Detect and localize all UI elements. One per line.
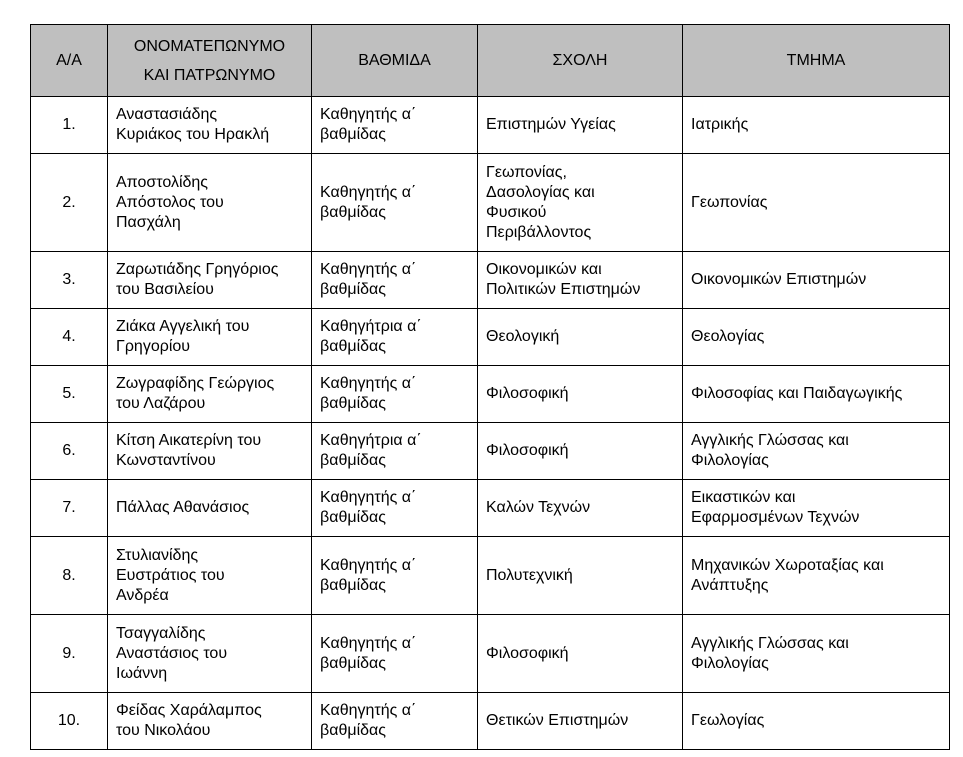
row-number: 6. [31,423,108,480]
table-row [31,615,950,693]
member-rank: Καθηγητής α΄ βαθμίδας [312,537,478,615]
member-department: Γεωπονίας [683,154,950,252]
header-aa: Α/Α [31,25,108,97]
member-name: Αποστολίδης Απόστολος του Πασχάλη [108,154,312,252]
member-name: Τσαγγαλίδης Αναστάσιος του Ιωάννη [108,615,312,693]
member-department: Εικαστικών και Εφαρμοσμένων Τεχνών [683,480,950,537]
member-school: Επιστημών Υγείας [478,97,683,154]
row-number: 4. [31,309,108,366]
member-name: Ζαρωτιάδης Γρηγόριος του Βασιλείου [108,252,312,309]
header-rank: ΒΑΘΜΙΔΑ [312,25,478,97]
member-school: Θεολογική [478,309,683,366]
header-name-line1: ΟΝΟΜΑΤΕΠΩΝΥΜΟ [133,37,286,55]
member-school: Οικονομικών και Πολιτικών Επιστημών [478,252,683,309]
member-department: Φιλοσοφίας και Παιδαγωγικής [683,366,950,423]
header-name [108,25,312,97]
member-department: Ιατρικής [683,97,950,154]
member-school: Φιλοσοφική [478,615,683,693]
member-department: Μηχανικών Χωροταξίας και Ανάπτυξης [683,537,950,615]
member-school: Θετικών Επιστημών [478,693,683,750]
member-school: Φιλοσοφική [478,366,683,423]
table-row [31,537,950,615]
table-row [31,154,950,252]
member-rank: Καθηγήτρια α΄ βαθμίδας [312,423,478,480]
member-name: Ζιάκα Αγγελική του Γρηγορίου [108,309,312,366]
member-school: Πολυτεχνική [478,537,683,615]
member-name: Στυλιανίδης Ευστράτιος του Ανδρέα [108,537,312,615]
member-rank: Καθηγήτρια α΄ βαθμίδας [312,309,478,366]
header-row [31,25,950,97]
member-rank: Καθηγητής α΄ βαθμίδας [312,252,478,309]
member-rank: Καθηγητής α΄ βαθμίδας [312,480,478,537]
member-rank: Καθηγητής α΄ βαθμίδας [312,693,478,750]
member-department: Θεολογίας [683,309,950,366]
row-number: 3. [31,252,108,309]
member-department: Γεωλογίας [683,693,950,750]
table-row [31,366,950,423]
row-number: 5. [31,366,108,423]
member-department: Αγγλικής Γλώσσας και Φιλολογίας [683,615,950,693]
row-number: 10. [31,693,108,750]
row-number: 7. [31,480,108,537]
table-row [31,252,950,309]
table-row [31,480,950,537]
header-school: ΣΧΟΛΗ [478,25,683,97]
row-number: 1. [31,97,108,154]
member-school: Καλών Τεχνών [478,480,683,537]
member-name: Αναστασιάδης Κυριάκος του Ηρακλή [108,97,312,154]
member-name: Φείδας Χαράλαμπος του Νικολάου [108,693,312,750]
header-department: ΤΜΗΜΑ [683,25,950,97]
faculty-table [30,24,950,750]
member-rank: Καθηγητής α΄ βαθμίδας [312,97,478,154]
member-school: Φιλοσοφική [478,423,683,480]
member-name: Κίτση Αικατερίνη του Κωνσταντίνου [108,423,312,480]
header-name-line2: ΚΑΙ ΠΑΤΡΩΝΥΜΟ [143,66,276,84]
member-rank: Καθηγητής α΄ βαθμίδας [312,154,478,252]
row-number: 2. [31,154,108,252]
table-row [31,693,950,750]
member-rank: Καθηγητής α΄ βαθμίδας [312,615,478,693]
member-name: Πάλλας Αθανάσιος [108,480,312,537]
member-school: Γεωπονίας, Δασολογίας και Φυσικού Περιβάλλοντος [478,154,683,252]
member-name: Ζωγραφίδης Γεώργιος του Λαζάρου [108,366,312,423]
row-number: 8. [31,537,108,615]
member-department: Οικονομικών Επιστημών [683,252,950,309]
table-row [31,97,950,154]
member-rank: Καθηγητής α΄ βαθμίδας [312,366,478,423]
row-number: 9. [31,615,108,693]
table-row [31,309,950,366]
member-department: Αγγλικής Γλώσσας και Φιλολογίας [683,423,950,480]
table-row [31,423,950,480]
